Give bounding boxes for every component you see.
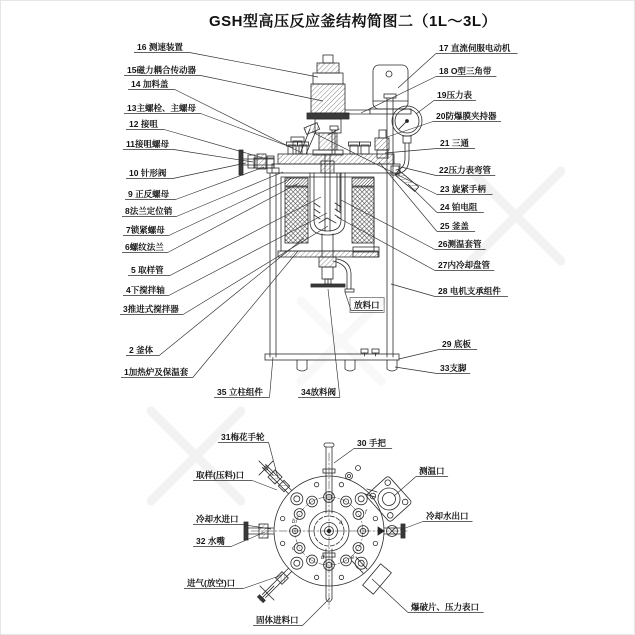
corner-bolt: [291, 557, 303, 569]
bolt-letter: f: [365, 510, 367, 516]
top-view: [244, 443, 412, 609]
leader-line: [361, 77, 496, 114]
leader-line: [400, 522, 473, 531]
part-label: 12 接咀: [129, 119, 158, 129]
small-port-hole: [339, 575, 343, 579]
leader-line: [394, 477, 448, 497]
corner-bolt-center: [294, 560, 300, 566]
part-label: 冷却水进口: [196, 514, 239, 524]
bolt-letter: d: [321, 555, 325, 561]
cooling-outlet-port: [378, 524, 405, 538]
speed-sensor: [313, 55, 343, 84]
part-label: 24 铂电阻: [440, 202, 478, 212]
flange-bolt: [353, 543, 364, 554]
part-label: 冷却水出口: [426, 511, 469, 521]
part-label: 10 针形阀: [129, 168, 167, 178]
corner-bolt: [355, 493, 367, 505]
part-label: 25 釜盖: [440, 221, 469, 231]
part-label: 20防爆膜夹持器: [436, 111, 497, 121]
needle-valve: [239, 150, 274, 175]
part-label: 35 立柱组件: [217, 387, 263, 397]
small-port-hole: [373, 516, 377, 520]
diagram-title: GSH型高压反应釜结构简图二（1L～3L）: [208, 13, 498, 30]
part-label: 放料口: [354, 300, 380, 310]
part-label: 29 底板: [442, 339, 471, 349]
drive-motor: [370, 65, 411, 114]
part-label: 1加热炉及保温套: [124, 367, 189, 377]
part-label: 21 三通: [440, 138, 469, 148]
corner-bolt-center: [294, 496, 300, 502]
part-label: 19压力表: [437, 90, 472, 100]
part-label: 11接咀螺母: [126, 139, 169, 149]
sampling-valve-top: [259, 461, 292, 494]
small-port-hole: [314, 482, 318, 486]
flange-bolt-center: [356, 545, 361, 550]
part-label: 取样(压料)口: [196, 470, 245, 480]
part-label: 5 取样管: [131, 265, 164, 275]
bolt-letter: c: [292, 546, 295, 552]
corner-bolt-center: [358, 496, 364, 502]
part-label: 测温口: [419, 466, 445, 476]
stirrer-shaft: [314, 154, 341, 231]
part-label: 14 加料盖: [131, 79, 169, 89]
part-label: 22压力表弯管: [439, 165, 491, 175]
leader-line: [385, 149, 475, 154]
small-port-hole: [339, 482, 343, 486]
bolt-letter: a: [339, 520, 343, 526]
part-label: 28 电机支承组件: [438, 286, 501, 296]
part-label: 4下搅拌轴: [126, 285, 165, 295]
part-label: 9 正反螺母: [128, 189, 170, 199]
part-label: 爆破片、压力表口: [411, 602, 480, 612]
part-label: 13主螺栓、主螺母: [127, 103, 196, 113]
part-label: 7锁紧螺母: [126, 225, 165, 235]
part-label: 2 釜体: [129, 345, 154, 355]
small-port-hole: [373, 541, 377, 545]
part-label: 16 测速装置: [137, 42, 183, 52]
side-view: [239, 55, 422, 371]
part-label: 26测温套管: [438, 239, 482, 249]
part-label: 进气(放空)口: [187, 578, 236, 588]
vent-valve: [257, 568, 291, 602]
leader-line: [193, 481, 277, 491]
leader-line: [399, 350, 477, 360]
part-label: 23 旋紧手柄: [440, 184, 486, 194]
small-port-hole: [314, 575, 318, 579]
discharge-valve: [311, 257, 345, 287]
bolt-letter: e: [351, 555, 355, 561]
small-port-hole: [280, 516, 284, 520]
part-label: 3推进式搅拌器: [123, 304, 179, 314]
leader-line: [126, 238, 304, 356]
part-label: 18 O型三角带: [439, 66, 492, 76]
part-label: 固体进料口: [256, 615, 299, 625]
part-label: 17 直流伺服电动机: [439, 43, 511, 53]
part-label: 34放料阀: [301, 387, 336, 397]
part-label: 8法兰定位销: [125, 206, 173, 216]
part-label: 27内冷却盘管: [438, 260, 490, 270]
heating-jacket: [278, 177, 378, 257]
tightening-handle: [300, 123, 320, 154]
part-label: 32 水嘴: [196, 536, 225, 546]
magnetic-coupler: [307, 84, 349, 155]
reactor-structure-diagram: [1, 1, 635, 635]
part-label: 15磁力耦合传动器: [127, 65, 196, 75]
part-label: 30 手把: [357, 438, 386, 448]
leader-line: [334, 449, 392, 464]
leader-line: [123, 150, 253, 163]
part-label: 6螺纹法兰: [125, 242, 164, 252]
pressure-gauge: [391, 106, 422, 175]
part-label: 31梅花手轮: [221, 432, 265, 442]
plum-handwheel: [259, 461, 273, 475]
small-port-hole: [280, 541, 284, 545]
part-label: 33支脚: [440, 363, 467, 373]
bolt-letter: b: [292, 519, 296, 525]
corner-bolt: [291, 493, 303, 505]
